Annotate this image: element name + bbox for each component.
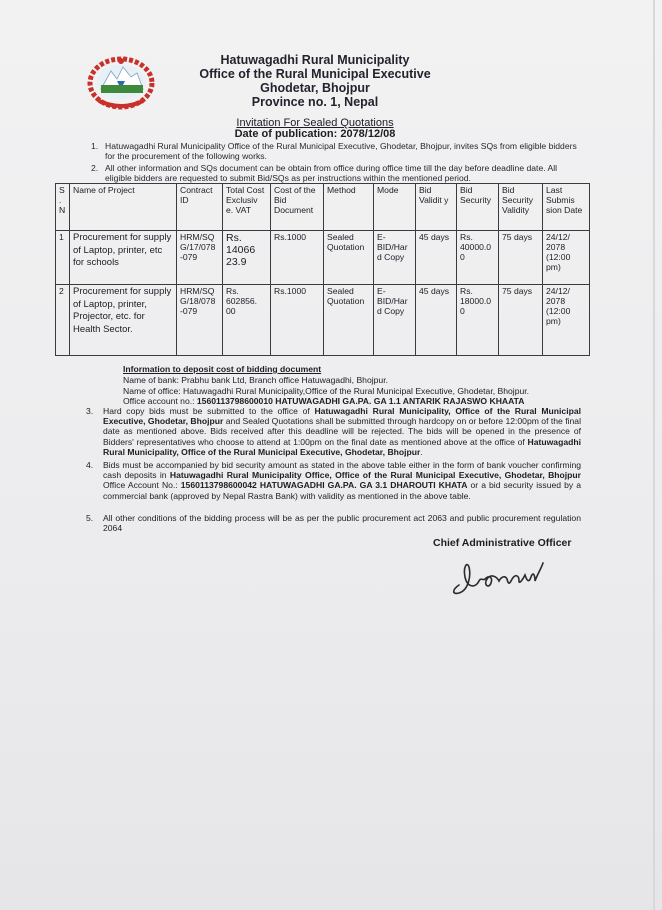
clause-number: 4. <box>86 460 94 470</box>
table-cell: Procurement for supply of Laptop, printer, Projector, etc. for Health Sector. <box>70 285 177 356</box>
header-province: Province no. 1, Nepal <box>251 95 379 109</box>
point-text-line: for the procurement of the following works. <box>105 151 267 161</box>
clause-text-bold: Hatuwagadhi Rural Municipality, Office of the Rural Municipal Executive, Ghodetar, Bhojpur <box>103 406 582 427</box>
procurement-table <box>55 183 590 356</box>
table-cell: 24/12/ 2078 (12:00 pm) <box>543 231 590 285</box>
signatory-title: Chief Administrative Officer <box>433 537 572 549</box>
column-header: Method <box>324 184 374 231</box>
column-header: Bid Validit y <box>416 184 457 231</box>
clause-text: All other conditions of the bidding process will be as per the public procurement act 2063 and public procurement regulation 2064 <box>103 513 581 534</box>
table-cell: HRM/SQ G/18/078 -079 <box>177 285 223 356</box>
deposit-info-title: Information to deposit cost of bidding document <box>123 364 322 374</box>
table-cell: Rs. 14066 23.9 <box>223 231 271 285</box>
nepal-emblem-icon <box>87 55 155 111</box>
deposit-account-number: 1560113798600010 HATUWAGADHI GA.PA. GA 1.1 ANTARIK RAJASWO KHAATA <box>196 396 525 406</box>
table-cell: 75 days <box>499 285 543 356</box>
table-cell: Rs. 18000.0 0 <box>457 285 499 356</box>
table-cell: 24/12/ 2078 (12:00 pm) <box>543 285 590 356</box>
header-municipality: Hatuwagadhi Rural Municipality <box>220 53 410 67</box>
point-1 <box>91 141 595 161</box>
column-header: Total Cost Exclusiv e. VAT <box>223 184 271 231</box>
column-header: Contract ID <box>177 184 223 231</box>
table-cell: 45 days <box>416 285 457 356</box>
table-cell: Rs.1000 <box>271 285 324 356</box>
clause-number: 3. <box>86 406 94 416</box>
point-text-line: eligible bidders are requested to submit Bid/SQs as per instructions within the mentioned period. <box>105 173 471 183</box>
table-cell: Procurement for supply of Laptop, printer, etc for schools <box>70 231 177 285</box>
handwritten-signature <box>445 555 565 600</box>
column-header: Name of Project <box>70 184 177 231</box>
clause-4 <box>86 460 582 501</box>
column-header: S . N <box>56 184 70 231</box>
table-cell: 2 <box>56 285 70 356</box>
table-cell: Sealed Quotation <box>324 231 374 285</box>
clause-number: 5. <box>86 513 94 523</box>
column-header: Bid Security Validity <box>499 184 543 231</box>
point-2 <box>91 163 595 183</box>
deposit-office-name: Name of office: Hatuwagadhi Rural Municipality,Office of the Rural Municipal Executive, Ghodetar, Bhojpur. <box>123 386 530 396</box>
table-cell: Rs.1000 <box>271 231 324 285</box>
table-cell: Rs. 40000.0 0 <box>457 231 499 285</box>
page-fold-shadow <box>653 0 655 910</box>
deposit-account <box>123 396 525 406</box>
clause-text: and Sealed Quotations shall be submitted through hardcopy on or before 12:00pm of the final date as mentioned above. Bids received after this deadline will be rejected. The bids will be opened in the presence of Bidders' representatives who choose to attend at 1:00pm on the final date as mentioned above at the office of <box>103 416 581 447</box>
header-address: Ghodetar, Bhojpur <box>260 81 370 95</box>
clause-text-bold: Hatuwagadhi Rural Municipality Office, Office of the Rural Municipal Executive, Ghodetar, Bhojpur <box>169 470 582 481</box>
clause-text: Bids must be accompanied by bid security amount as stated in the above table either in the form of bank voucher confirming cash deposits in <box>103 460 581 481</box>
header-office: Office of the Rural Municipal Executive <box>199 67 431 81</box>
table-cell: E-BID/Har d Copy <box>374 285 416 356</box>
clause-text-bold: Hatuwagadhi Rural Municipality, Office of the Rural Municipal Executive, Ghodetar, Bhojpur <box>103 436 581 457</box>
notice-title: Invitation For Sealed Quotations <box>236 117 394 129</box>
column-header: Bid Security <box>457 184 499 231</box>
table-row <box>56 231 590 285</box>
table-cell: Sealed Quotation <box>324 285 374 356</box>
deposit-bank-name: Name of bank: Prabhu bank Ltd, Branch office Hatuwagadhi, Bhojpur. <box>123 375 388 385</box>
clause-text-bold: 1560113798600042 HATUWAGADHI GA.PA. GA 3.1 DHAROUTI KHATA <box>180 480 468 491</box>
clause-3 <box>86 406 582 457</box>
table-cell: 75 days <box>499 231 543 285</box>
table-cell: E-BID/Har d Copy <box>374 231 416 285</box>
column-header: Cost of the Bid Document <box>271 184 324 231</box>
clause-text: . <box>420 446 423 457</box>
clause-text: Hard copy bids must be submitted to the office of <box>103 406 315 416</box>
clause-text: or a bid security issued by a commercial bank (approved by Nepal Rastra Bank) with validity as mentioned in the above table. <box>103 480 581 501</box>
table-row <box>56 285 590 356</box>
clause-5 <box>86 513 581 534</box>
point-number: 2. <box>91 163 99 173</box>
deposit-account-label: Office account no.: <box>123 396 197 406</box>
table-cell: 45 days <box>416 231 457 285</box>
table-cell: Rs. 602856. 00 <box>223 285 271 356</box>
clause-text: Office Account No.: <box>103 480 181 491</box>
point-text-line: Hatuwagadhi Rural Municipality Office of the Rural Municipal Executive, Ghodetar, Bhojpur, invites SQs from eligible bidders <box>105 141 577 151</box>
point-text-line: All other information and SQs document can be obtain from office during office time till the day before deadline date. All <box>105 163 558 173</box>
table-cell: 1 <box>56 231 70 285</box>
publication-date: Date of publication: 2078/12/08 <box>234 128 396 140</box>
table-header-row <box>56 184 590 231</box>
column-header: Mode <box>374 184 416 231</box>
table-cell: HRM/SQ G/17/078 -079 <box>177 231 223 285</box>
point-number: 1. <box>91 141 99 151</box>
column-header: Last Submis sion Date <box>543 184 590 231</box>
